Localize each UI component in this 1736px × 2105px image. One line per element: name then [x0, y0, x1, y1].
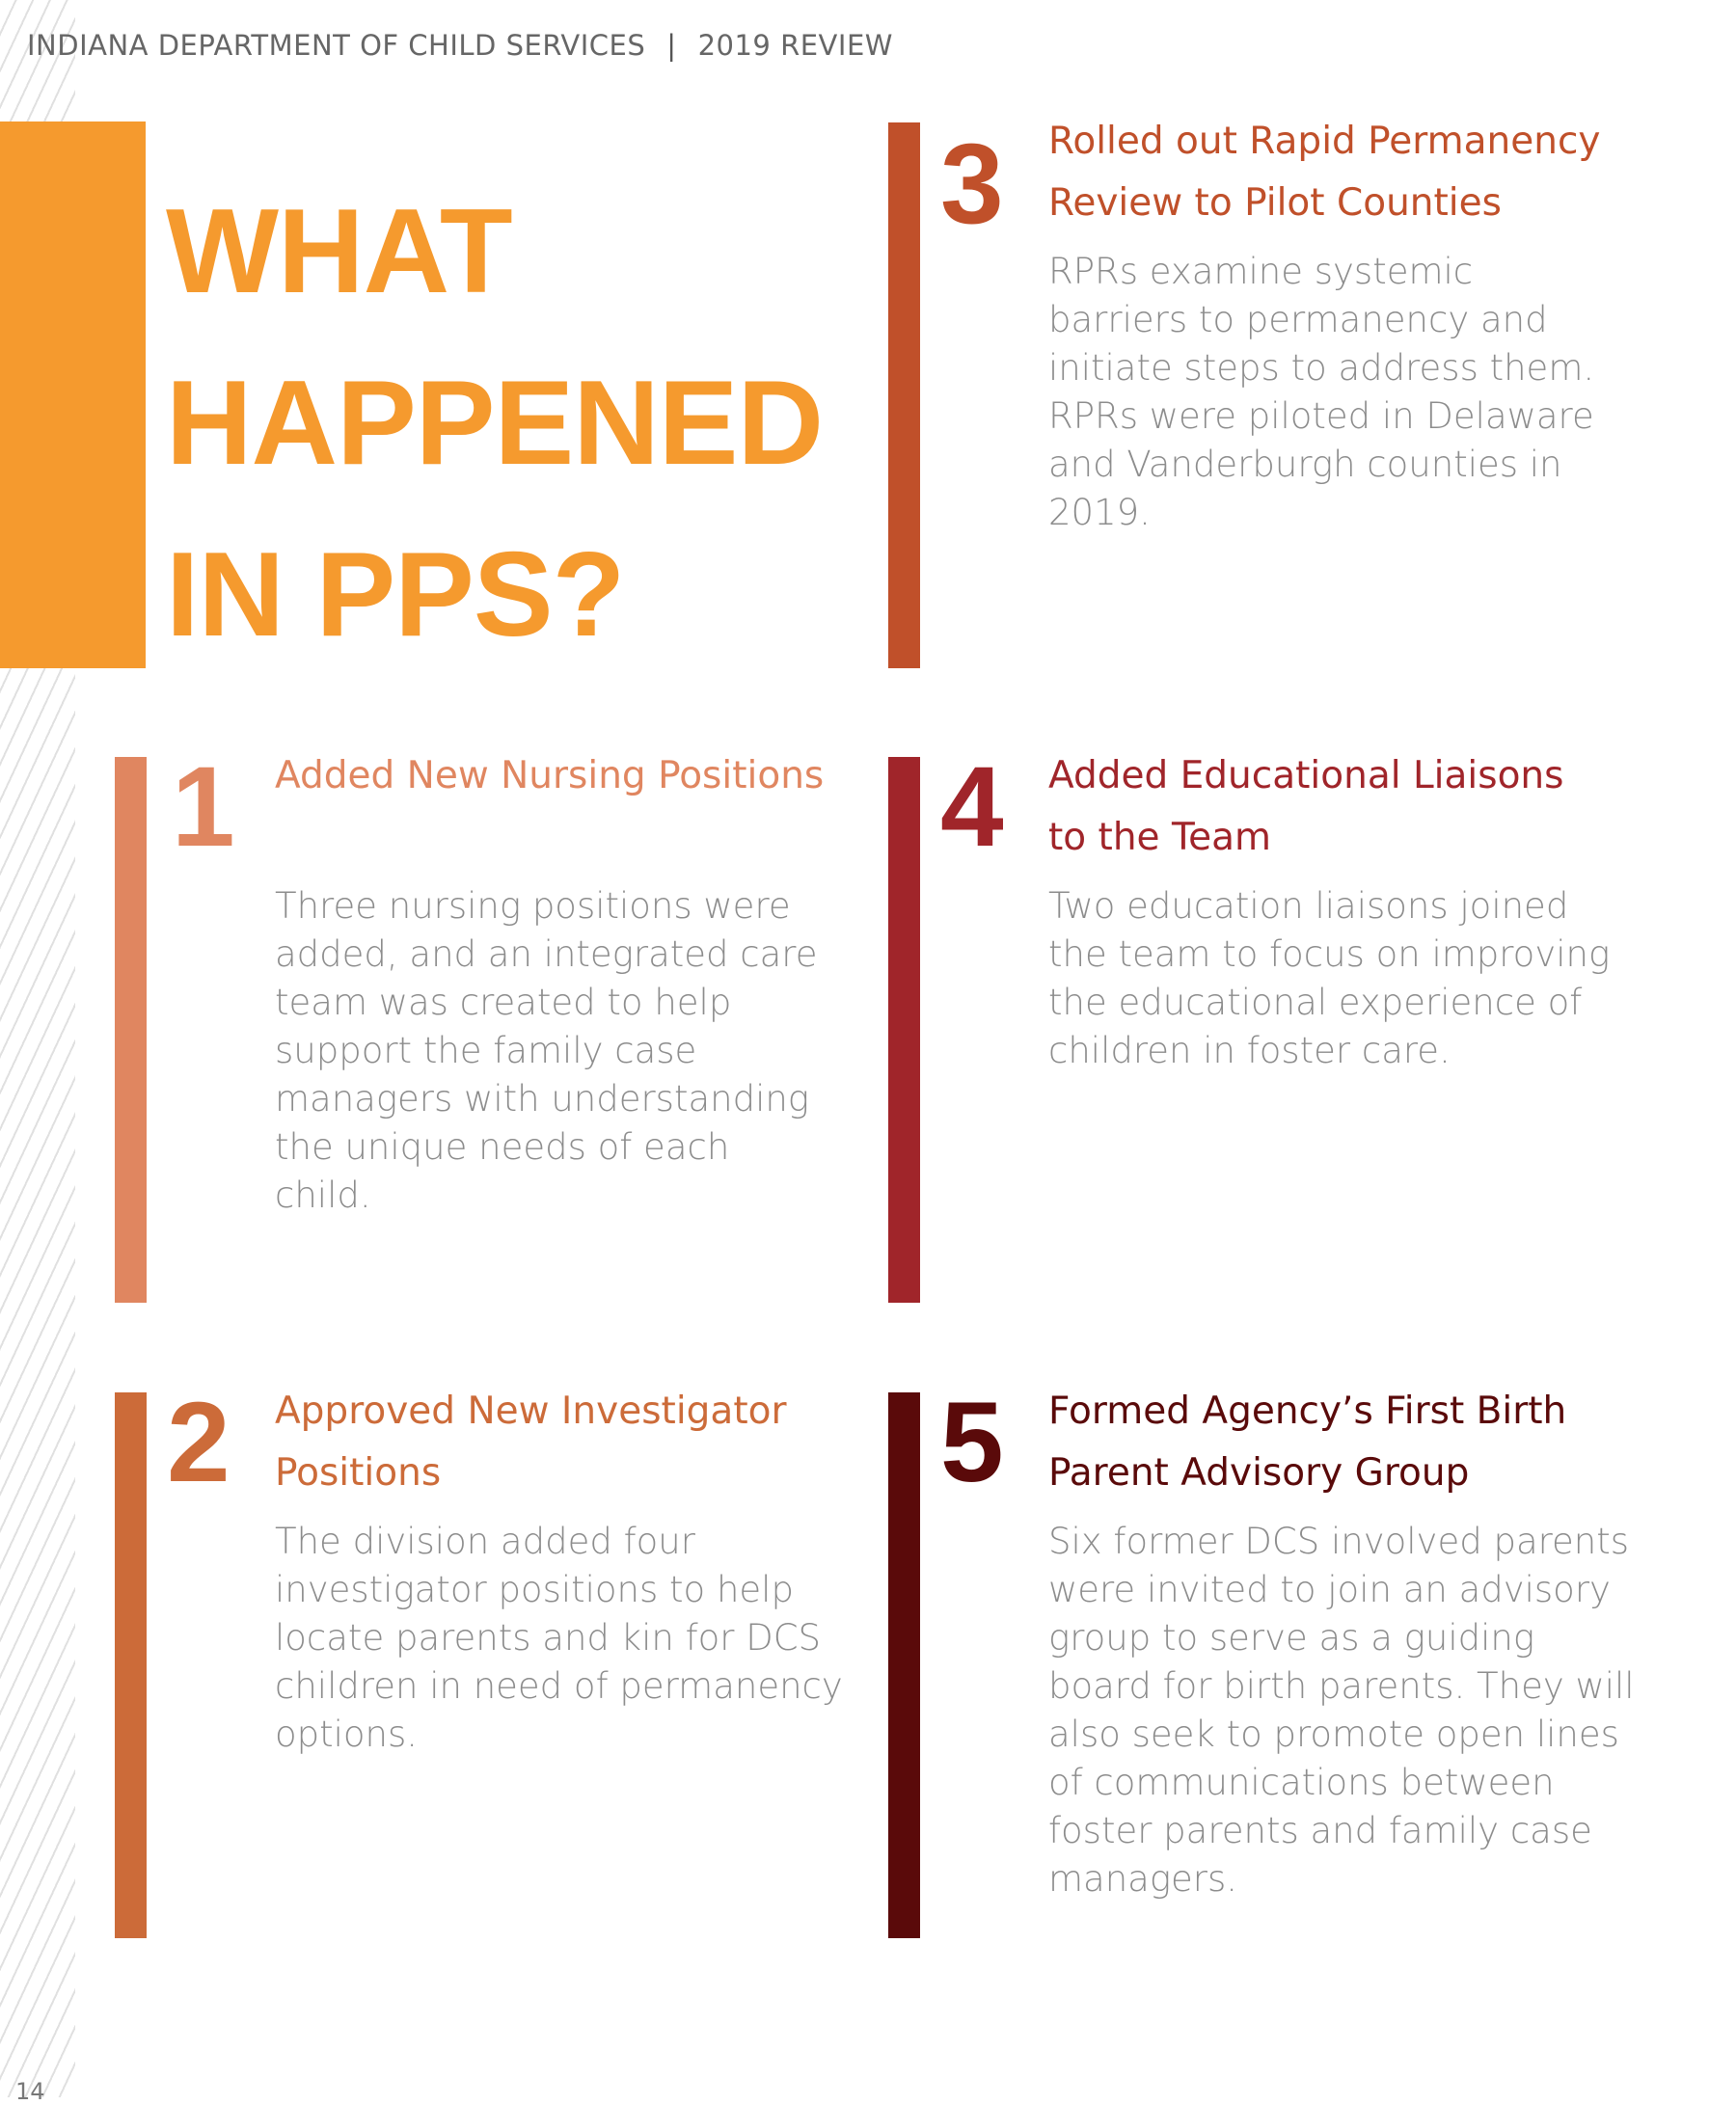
item-5-title: Formed Agency’s First Birth Parent Advisory Group: [1048, 1390, 1567, 1495]
item-1-bar: [115, 757, 147, 1303]
item-5-body: Six former DCS involved parents were invited to join an advisory group to serve as a guiding board for birth parents. They will also seek to promote open lines of communications between foster parents and family case managers.: [1048, 1521, 1635, 1900]
page-header: [27, 29, 893, 62]
page-number: 14: [15, 2078, 45, 2105]
item-4-body: Two education liaisons joined the team to focus on improving the educational experience of children in foster care.: [1048, 885, 1611, 1071]
title-accent-block: [0, 121, 146, 668]
item-4-title: Added Educational Liaisons to the Team: [1048, 754, 1564, 859]
item-3-body: RPRs examine systemic barriers to permanency and initiate steps to address them. RPRs were piloted in Delaware and Vanderburgh counties in 2019.: [1048, 251, 1595, 533]
header-separator: |: [666, 29, 677, 62]
item-1-body: Three nursing positions were added, and an integrated care team was created to help support the family case managers with understanding the unique needs of each child.: [275, 885, 818, 1216]
item-4-bar: [888, 757, 920, 1303]
header-review: 2019 REVIEW: [697, 29, 893, 62]
item-2-number: 2: [167, 1379, 231, 1506]
item-5-bar: [888, 1392, 920, 1938]
page-title: WHAT HAPPENED IN PPS?: [166, 185, 824, 661]
item-2-title: Approved New Investigator Positions: [275, 1390, 787, 1495]
header-org: INDIANA DEPARTMENT OF CHILD SERVICES: [27, 29, 646, 62]
item-1-number: 1: [172, 743, 235, 871]
item-2-bar: [115, 1392, 147, 1938]
item-2-body: The division added four investigator positions to help locate parents and kin for DCS children in need of permanency options.: [275, 1521, 843, 1755]
item-4-number: 4: [940, 743, 1004, 871]
item-5-number: 5: [940, 1379, 1004, 1506]
item-1-title: Added New Nursing Positions: [275, 754, 825, 797]
item-3-title: Rolled out Rapid Permanency Review to Pilot Counties: [1048, 120, 1601, 225]
item-3-bar: [888, 122, 920, 668]
item-3-number: 3: [940, 121, 1004, 248]
